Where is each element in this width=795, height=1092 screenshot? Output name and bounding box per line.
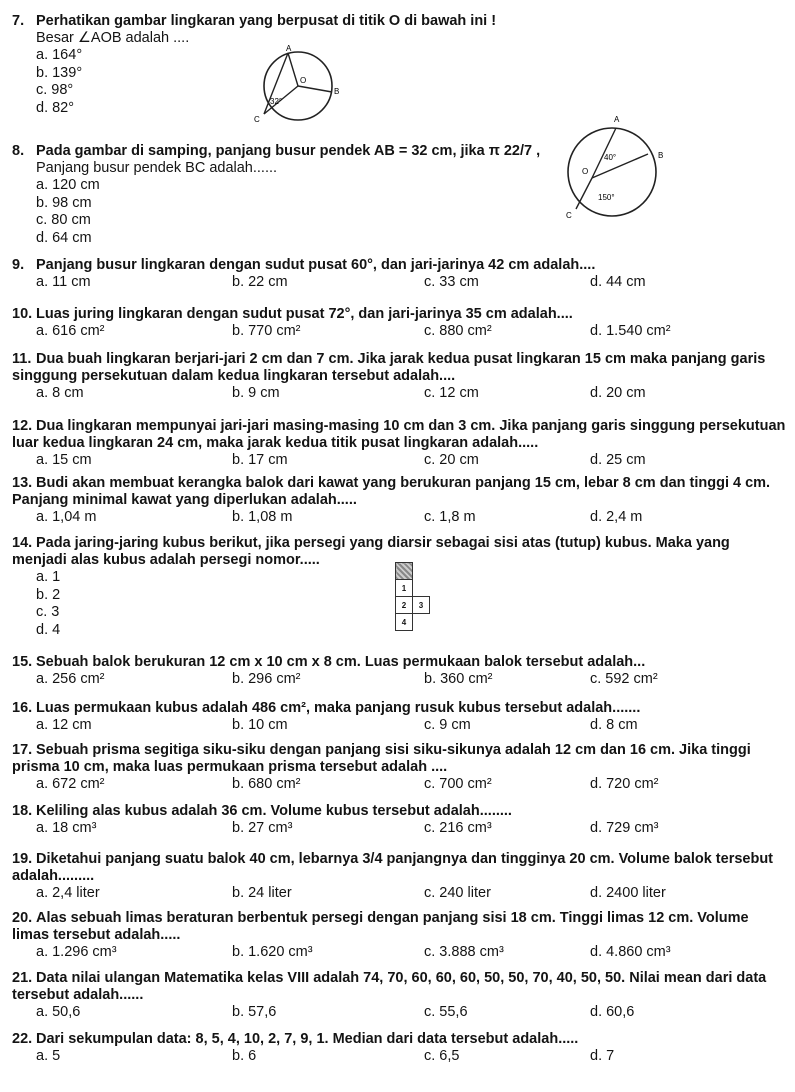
option-d[interactable]: d. 8 cm [590,717,638,733]
question-text: Budi akan membuat kerangka balok dari kawat yang berukuran panjang 15 cm, lebar 8 cm dan tinggi 4 cm. Panjang minimal kawat yang diperlukan adalah..... [12,475,771,508]
option-d[interactable]: d. 4 [36,621,61,638]
label-A: A [286,44,292,53]
option-c[interactable]: c. 6,5 [424,1048,460,1064]
question-21: 21. Data nilai ulangan Matematika kelas VIII adalah 74, 70, 60, 60, 60, 50, 50, 70, 40, 50, 50. Nilai mean dari data tersebut adalah...... a. 50,6 b. 57,6 c. 55,6 d. 60,6 [12,970,767,1020]
option-d[interactable]: d. 25 cm [590,452,646,468]
question-7: 7. Perhatikan gambar lingkaran yang berpusat di titik O di bawah ini ! Besar ∠AOB adalah .... a. 164° b. 139° c. 98° d. 82° [12,13,788,117]
option-a[interactable]: a. 8 cm [36,385,84,401]
question-16: 16. Luas permukaan kubus adalah 486 cm², maka panjang rusuk kubus tersebut adalah....... a. 12 cm b. 10 cm c. 9 cm d. 8 cm [12,700,641,733]
option-a[interactable]: a. 5 [36,1048,61,1064]
question-text: Data nilai ulangan Matematika kelas VIII adalah 74, 70, 60, 60, 60, 50, 50, 70, 40, 50, 50. Nilai mean dari data tersebut adalah...... [12,970,767,1003]
option-d[interactable]: d. 720 cm² [590,776,659,792]
option-c[interactable]: c. 20 cm [424,452,479,468]
option-d[interactable]: d. 20 cm [590,385,646,401]
question-19: 19. Diketahui panjang suatu balok 40 cm, lebarnya 3/4 panjangnya dan tingginya 20 cm. Volume balok tersebut adalah......... a. 2,4 liter b. 24 liter c. 240 liter d. 2400 liter [12,851,774,901]
question-text: Pada jaring-jaring kubus berikut, jika persegi yang diarsir sebagai sisi atas (tutup) kubus. Maka yang menjadi alas kubus adalah persegi nomor..... [12,535,730,568]
figure-q8-circle [560,112,670,230]
option-b[interactable]: b. 17 cm [232,452,288,468]
option-d[interactable]: d. 2,4 m [590,509,643,525]
question-18: 18. Keliling alas kubus adalah 36 cm. Volume kubus tersebut adalah........ a. 18 cm³ b. 27 cm³ c. 216 cm³ d. 729 cm³ [12,803,659,836]
question-text: Alas sebuah limas beraturan berbentuk persegi dengan panjang sisi 18 cm. Tinggi limas 12 cm. Volume limas tersebut adalah..... [12,910,749,943]
net-square-1: 1 [396,580,413,597]
question-8: 8. Pada gambar di samping, panjang busur pendek AB = 32 cm, jika π 22/7 , Panjang busur pendek BC adalah...... a. 120 cm b. 98 cm c. 80 cm d. 64 cm [12,143,572,247]
question-17: 17. Sebuah prisma segitiga siku-siku dengan panjang sisi siku-sikunya adalah 12 cm dan 16 cm. Jika tinggi prisma 10 cm, maka luas permukaan prisma tersebut adalah .... a. 672 cm² b. 680 cm² c. 700 cm² d. 720 cm² [12,742,751,792]
option-d[interactable]: d. 1.540 cm² [590,323,671,339]
question-text: Luas permukaan kubus adalah 486 cm², maka panjang rusuk kubus tersebut adalah....... [36,700,641,716]
figure-q7-circle [248,44,344,124]
option-c[interactable]: c. 3 [36,604,60,620]
option-d[interactable]: d. 2400 liter [590,885,666,901]
question-text: Sebuah balok berukuran 12 cm x 10 cm x 8 cm. Luas permukaan balok tersebut adalah... [36,654,646,670]
label-B: B [658,151,664,160]
net-square-2: 2 [396,597,413,614]
option-a[interactable]: a. 12 cm [36,717,92,733]
question-text: Dari sekumpulan data: 8, 5, 4, 10, 2, 7, 9, 1. Median dari data tersebut adalah..... [36,1031,579,1047]
label-C: C [566,211,572,220]
option-a[interactable]: a. 164° [36,47,83,63]
option-d[interactable]: d. 44 cm [590,274,646,290]
label-angle-32: 32° [270,97,283,106]
option-b[interactable]: b. 9 cm [232,385,280,401]
net-shaded-top [396,563,413,580]
net-square-4: 4 [396,614,413,631]
option-b[interactable]: b. 27 cm³ [232,820,293,836]
question-12: 12. Dua lingkaran mempunyai jari-jari masing-masing 10 cm dan 3 cm. Jika panjang garis singgung persekutuan luar kedua lingkaran 24 cm, maka jarak kedua titik pusat lingkaran adalah..... a. 15 cm b. 17 cm c. 20 cm d. 25 cm [12,418,786,468]
option-b[interactable]: b. 6 [232,1048,257,1064]
label-angle-40: 40° [604,153,617,162]
option-c[interactable]: c. 33 cm [424,274,479,290]
option-a[interactable]: a. 1 [36,569,61,585]
question-text: Perhatikan gambar lingkaran yang berpusat di titik O di bawah ini ! [36,13,497,29]
option-b[interactable]: b. 10 cm [232,717,288,733]
option-c[interactable]: c. 1,8 m [424,509,476,525]
option-b2[interactable]: b. 360 cm² [424,671,493,687]
option-b[interactable]: b. 296 cm² [232,671,301,687]
option-c[interactable]: c. 9 cm [424,717,471,733]
option-a[interactable]: a. 256 cm² [36,671,105,687]
option-c[interactable]: c. 216 cm³ [424,820,492,836]
label-angle-150: 150° [598,193,615,202]
option-c[interactable]: c. 12 cm [424,385,479,401]
question-text: Keliling alas kubus adalah 36 cm. Volume kubus tersebut adalah........ [36,803,512,819]
option-c[interactable]: c. 880 cm² [424,323,492,339]
option-b[interactable]: b. 24 liter [232,885,292,901]
option-d[interactable]: d. 60,6 [590,1004,635,1020]
question-text: Luas juring lingkaran dengan sudut pusat 72°, dan jari-jarinya 35 cm adalah.... [36,306,573,322]
option-b[interactable]: b. 139° [36,64,83,81]
question-9: 9. Panjang busur lingkaran dengan sudut pusat 60°, dan jari-jarinya 42 cm adalah.... a. 11 cm b. 22 cm c. 33 cm d. 44 cm [12,257,646,290]
option-a[interactable]: a. 1,04 m [36,509,97,525]
question-text: Dua lingkaran mempunyai jari-jari masing-masing 10 cm dan 3 cm. Jika panjang garis singgung persekutuan luar kedua lingkaran 24 cm, maka jarak kedua titik pusat lingkaran adalah..... [12,418,786,451]
option-c[interactable]: c. 3.888 cm³ [424,944,504,960]
option-b[interactable]: b. 680 cm² [232,776,301,792]
question-20: 20. Alas sebuah limas beraturan berbentuk persegi dengan panjang sisi 18 cm. Tinggi limas 12 cm. Volume limas tersebut adalah..... a. 1.296 cm³ b. 1.620 cm³ c. 3.888 cm³ d. 4.860 cm³ [12,910,749,960]
label-O: O [582,167,589,176]
option-a[interactable]: a. 50,6 [36,1004,81,1020]
option-c[interactable]: c. 700 cm² [424,776,492,792]
label-B: B [334,87,340,96]
option-c[interactable]: c. 80 cm [36,212,91,228]
option-a[interactable]: a. 672 cm² [36,776,105,792]
question-subtext: Panjang busur pendek BC adalah...... [36,160,278,176]
option-b[interactable]: b. 22 cm [232,274,288,290]
option-d[interactable]: d. 729 cm³ [590,820,659,836]
question-10: 10. Luas juring lingkaran dengan sudut pusat 72°, dan jari-jarinya 35 cm adalah.... a. 616 cm² b. 770 cm² c. 880 cm² d. 1.540 cm² [12,306,671,339]
option-d[interactable]: d. 7 [590,1048,615,1064]
question-14: 14. Pada jaring-jaring kubus berikut, jika persegi yang diarsir sebagai sisi atas (tutup) kubus. Maka yang menjadi alas kubus adalah persegi nomor..... a. 1 b. 2 c. 3 d. 4 [12,535,788,639]
net-square-3: 3 [413,597,430,614]
option-c[interactable]: c. 592 cm² [590,671,658,687]
question-15: 15. Sebuah balok berukuran 12 cm x 10 cm x 8 cm. Luas permukaan balok tersebut adalah... a. 256 cm² b. 296 cm² b. 360 cm² c. 592 cm² [12,654,658,687]
option-c[interactable]: c. 98° [36,82,74,98]
question-text: Panjang busur lingkaran dengan sudut pusat 60°, dan jari-jarinya 42 cm adalah.... [36,257,596,273]
option-d[interactable]: d. 82° [36,99,75,116]
question-text: Pada gambar di samping, panjang busur pendek AB = 32 cm, jika π 22/7 , [36,143,541,159]
option-a[interactable]: a. 18 cm³ [36,820,97,836]
option-c[interactable]: c. 240 liter [424,885,491,901]
option-b[interactable]: b. 57,6 [232,1004,277,1020]
option-a[interactable]: a. 11 cm [36,274,91,290]
option-b[interactable]: b. 1,08 m [232,509,293,525]
option-b[interactable]: b. 2 [36,586,61,603]
question-11: 11. Dua buah lingkaran berjari-jari 2 cm dan 7 cm. Jika jarak kedua pusat lingkaran 15 cm maka panjang garis singgung persekutuan dalam kedua lingkaran tersebut adalah.... a. 8 cm b. 9 cm c. 12 cm d. 20 cm [12,351,766,401]
question-text: Sebuah prisma segitiga siku-siku dengan panjang sisi siku-sikunya adalah 12 cm dan 16 cm. Jika tinggi prisma 10 cm, maka luas permukaan prisma tersebut adalah .... [12,742,751,775]
option-b[interactable]: b. 98 cm [36,194,92,211]
option-a[interactable]: a. 1.296 cm³ [36,944,117,960]
question-subtext: Besar ∠AOB adalah .... [36,30,190,46]
figure-q14-cube-net [395,562,430,631]
option-a[interactable]: a. 120 cm [36,177,100,193]
question-text: Dua buah lingkaran berjari-jari 2 cm dan 7 cm. Jika jarak kedua pusat lingkaran 15 cm maka panjang garis singgung persekutuan dalam kedua lingkaran tersebut adalah.... [12,351,766,384]
option-d[interactable]: d. 64 cm [36,229,92,246]
option-c[interactable]: c. 55,6 [424,1004,468,1020]
option-b[interactable]: b. 1.620 cm³ [232,944,313,960]
option-b[interactable]: b. 770 cm² [232,323,301,339]
option-a[interactable]: a. 616 cm² [36,323,105,339]
label-A: A [614,115,620,124]
question-text: Diketahui panjang suatu balok 40 cm, lebarnya 3/4 panjangnya dan tingginya 20 cm. Volume balok tersebut adalah......... [12,851,774,884]
label-O: O [300,76,307,85]
question-13: 13. Budi akan membuat kerangka balok dari kawat yang berukuran panjang 15 cm, lebar 8 cm dan tinggi 4 cm. Panjang minimal kawat yang diperlukan adalah..... a. 1,04 m b. 1,08 m c. 1,8 m d. 2,4 m [12,475,771,525]
option-a[interactable]: a. 2,4 liter [36,885,100,901]
option-d[interactable]: d. 4.860 cm³ [590,944,671,960]
label-C: C [254,115,260,124]
question-22: 22. Dari sekumpulan data: 8, 5, 4, 10, 2, 7, 9, 1. Median dari data tersebut adalah..... a. 5 b. 6 c. 6,5 d. 7 [12,1031,615,1064]
option-a[interactable]: a. 15 cm [36,452,92,468]
